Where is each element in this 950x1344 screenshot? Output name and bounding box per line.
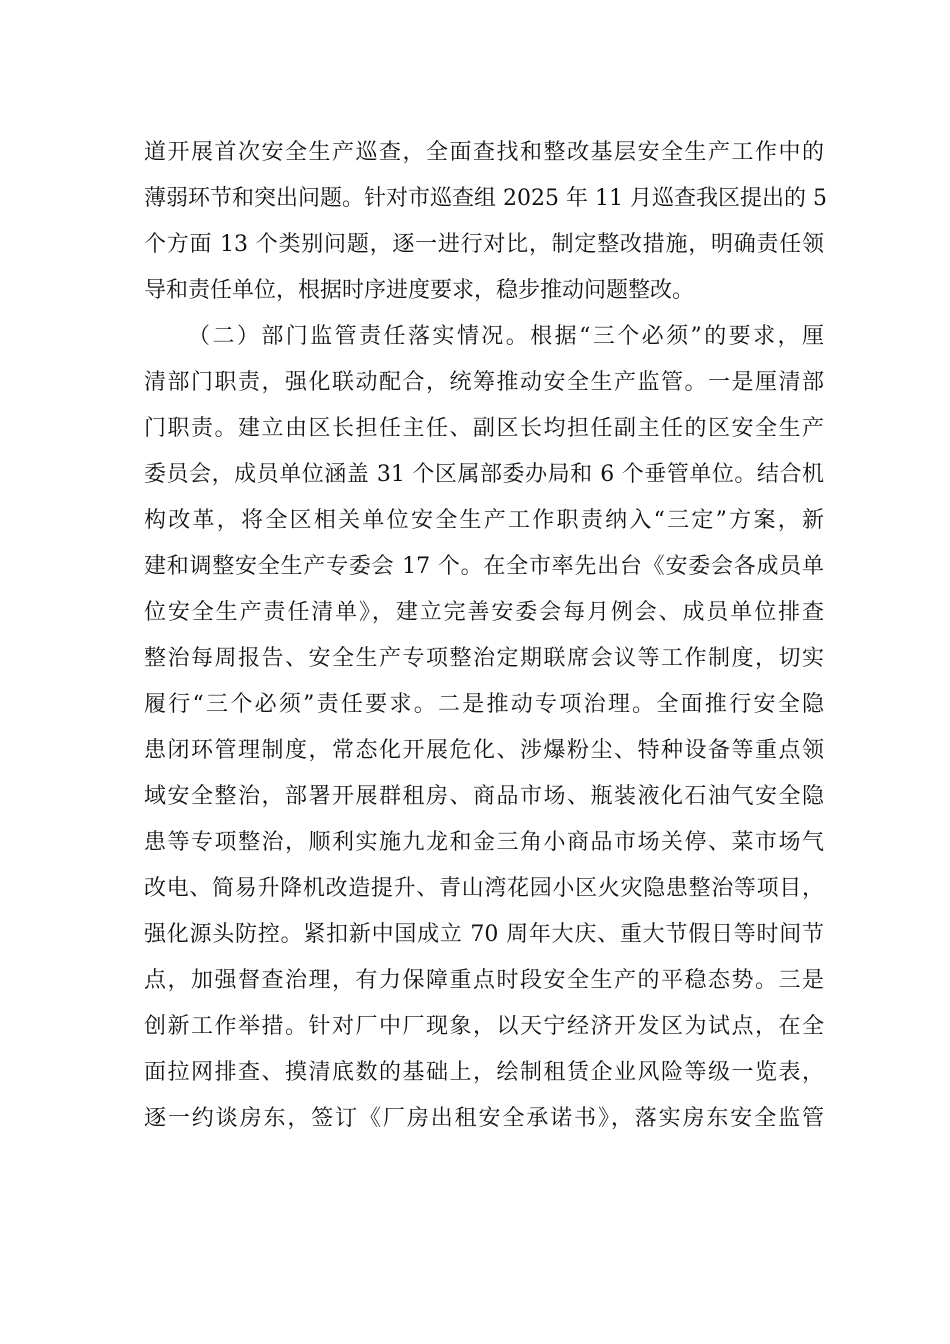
text-line: 面拉网排查、摸清底数的基础上，绘制租赁企业风险等级一览表，	[144, 1060, 824, 1085]
text-line: 委员会，成员单位涵盖 31 个区属部委办局和 6 个垂管单位。结合机	[144, 462, 824, 487]
text-line: 患闭环管理制度，常态化开展危化、涉爆粉尘、特种设备等重点领	[144, 738, 824, 763]
text-line: 个方面 13 个类别问题，逐一进行对比，制定整改措施，明确责任领	[144, 232, 824, 257]
text-line: 薄弱环节和突出问题。针对市巡查组 2025 年 11 月巡查我区提出的 5	[144, 186, 827, 211]
text-line: 构改革，将全区相关单位安全生产工作职责纳入“三定”方案，新	[144, 508, 824, 533]
text-line: 创新工作举措。针对厂中厂现象，以天宁经济开发区为试点，在全	[144, 1014, 824, 1039]
text-line: 域安全整治，部署开展群租房、商品市场、瓶装液化石油气安全隐	[144, 784, 824, 809]
text-line: 门职责。建立由区长担任主任、副区长均担任副主任的区安全生产	[144, 416, 824, 441]
text-line: 履行“三个必须”责任要求。二是推动专项治理。全面推行安全隐	[144, 692, 824, 717]
text-line: 道开展首次安全生产巡查，全面查找和整改基层安全生产工作中的	[144, 140, 824, 165]
text-line: 清部门职责，强化联动配合，统筹推动安全生产监管。一是厘清部	[144, 370, 824, 395]
text-line: 建和调整安全生产专委会 17 个。在全市率先出台《安委会各成员单	[144, 554, 824, 579]
text-line: 患等专项整治，顺利实施九龙和金三角小商品市场关停、菜市场气	[144, 830, 824, 855]
body-text	[144, 130, 827, 1142]
text-line: 导和责任单位，根据时序进度要求，稳步推动问题整改。	[144, 278, 695, 303]
text-line: 强化源头防控。紧扣新中国成立 70 周年大庆、重大节假日等时间节	[144, 922, 824, 947]
text-line: 逐一约谈房东，签订《厂房出租安全承诺书》，落实房东安全监管	[144, 1106, 824, 1131]
text-line: 改电、简易升降机改造提升、青山湾花园小区火灾隐患整治等项目，	[144, 876, 824, 901]
text-line: 点，加强督查治理，有力保障重点时段安全生产的平稳态势。三是	[144, 968, 824, 993]
text-line: 位安全生产责任清单》，建立完善安委会每月例会、成员单位排查	[144, 600, 824, 625]
paragraph-first-line: （二）部门监管责任落实情况。根据“三个必须”的要求，厘	[188, 324, 824, 349]
text-line: 整治每周报告、安全生产专项整治定期联席会议等工作制度，切实	[144, 646, 824, 671]
